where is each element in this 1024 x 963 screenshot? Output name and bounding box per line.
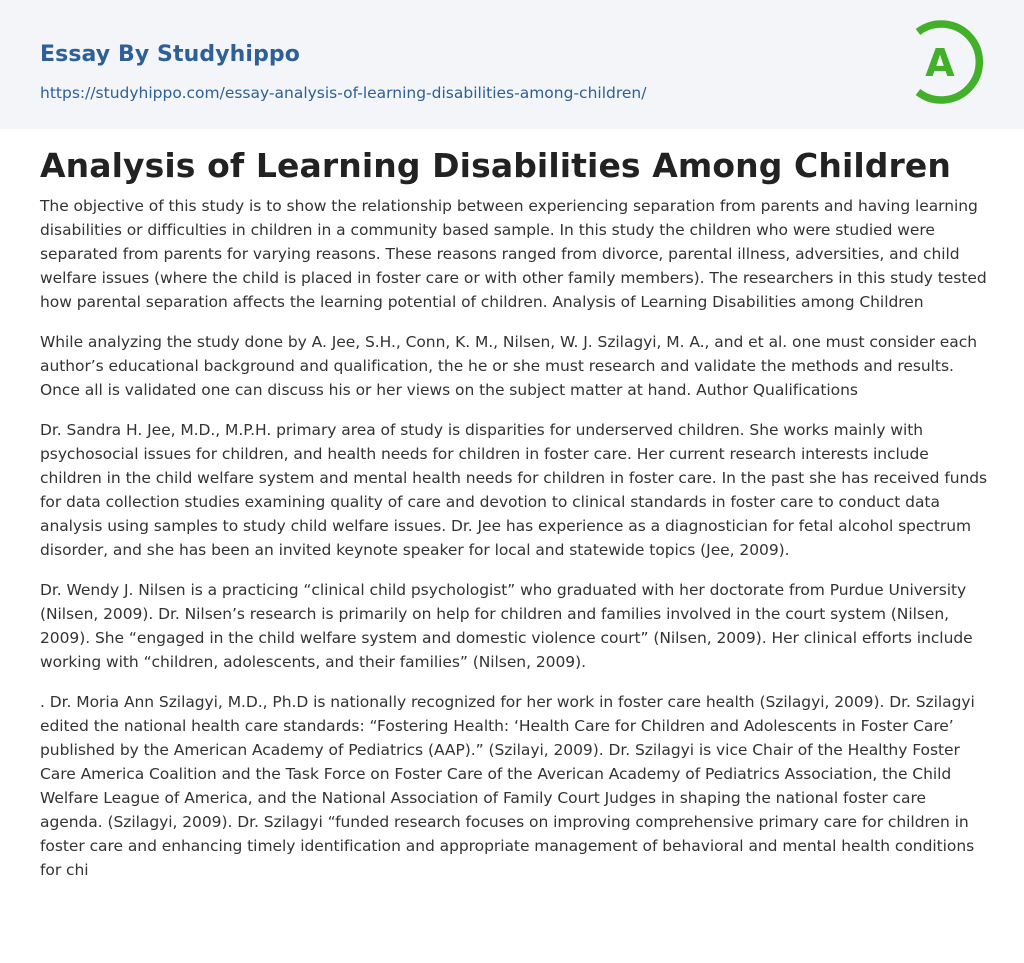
studyhippo-logo-icon[interactable] [912,18,986,106]
essay-paragraph: Dr. Wendy J. Nilsen is a practicing “clinical child psychologist” who graduated with her doctorate from Purdue University (Nilsen, 2009). Dr. Nilsen’s research is primarily on help for children and families involved in the court system (Nilsen, 2009). She “engaged in the child welfare system and domestic violence court” (Nilsen, 2009). Her clinical efforts include working with “children, adolescents, and their families” (Nilsen, 2009). [40,581,973,671]
essay-paragraph: . Dr. Moria Ann Szilagyi, M.D., Ph.D is nationally recognized for her work in foster care health (Szilagyi, 2009). Dr. Szilagyi edited the national health care standards: “Fostering Health: ‘Health Care for Children and Adolescents in Foster Care’ published by the American Academy of Pediatrics (AAP).” (Szilayi, 2009). Dr. Szilagyi is vice Chair of the Healthy Foster Care America Coalition and the Task Force on Foster Care of the Averican Academy of Pediatrics Association, the Child Welfare League of America, and the National Association of Family Court Judges in shaping the national foster care agenda. (Szilagyi, 2009). Dr. Szilagyi “funded research focuses on improving comprehensive primary care for children in foster care and enhancing timely identification and appropriate management of behavioral and mental health conditions for chi [40,693,975,879]
site-brand[interactable]: Essay By Studyhippo [40,42,300,67]
site-header [0,0,1024,129]
essay-url-link[interactable]: https://studyhippo.com/essay-analysis-of-learning-disabilities-among-children/ [40,84,647,102]
essay-paragraph: Dr. Sandra H. Jee, M.D., M.P.H. primary area of study is disparities for underserved children. She works mainly with psychosocial issues for children, and health needs for children in foster care. Her current research interests include children in the child welfare system and mental health needs for children in foster care. In the past she has received funds for data collection studies examining quality of care and devotion to clinical standards in foster care to conduct data analysis using samples to study child welfare issues. Dr. Jee has experience as a diagnostician for fetal alcohol spectrum disorder, and she has been an invited keynote speaker for local and statewide topics (Jee, 2009). [40,421,988,559]
logo-letter: A [925,41,955,85]
essay-paragraph: The objective of this study is to show the relationship between experiencing separation from parents and having learning disabilities or difficulties in children in a community based sample. In this study the children who were studied were separated from parents for varying reasons. These reasons ranged from divorce, parental illness, adversities, and child welfare issues (where the child is placed in foster care or with other family members). The researchers in this study tested how parental separation affects the learning potential of children. Analysis of Learning Disabilities among Children [40,197,987,311]
essay-paragraph: While analyzing the study done by A. Jee, S.H., Conn, K. M., Nilsen, W. J. Szilagyi, M. A., and et al. one must consider each author’s educational background and qualification, the he or she must research and validate the methods and results. Once all is validated one can discuss his or her views on the subject matter at hand. Author Qualifications [40,333,977,399]
essay-body [40,194,988,898]
essay-title: Analysis of Learning Disabilities Among Children [40,146,951,185]
